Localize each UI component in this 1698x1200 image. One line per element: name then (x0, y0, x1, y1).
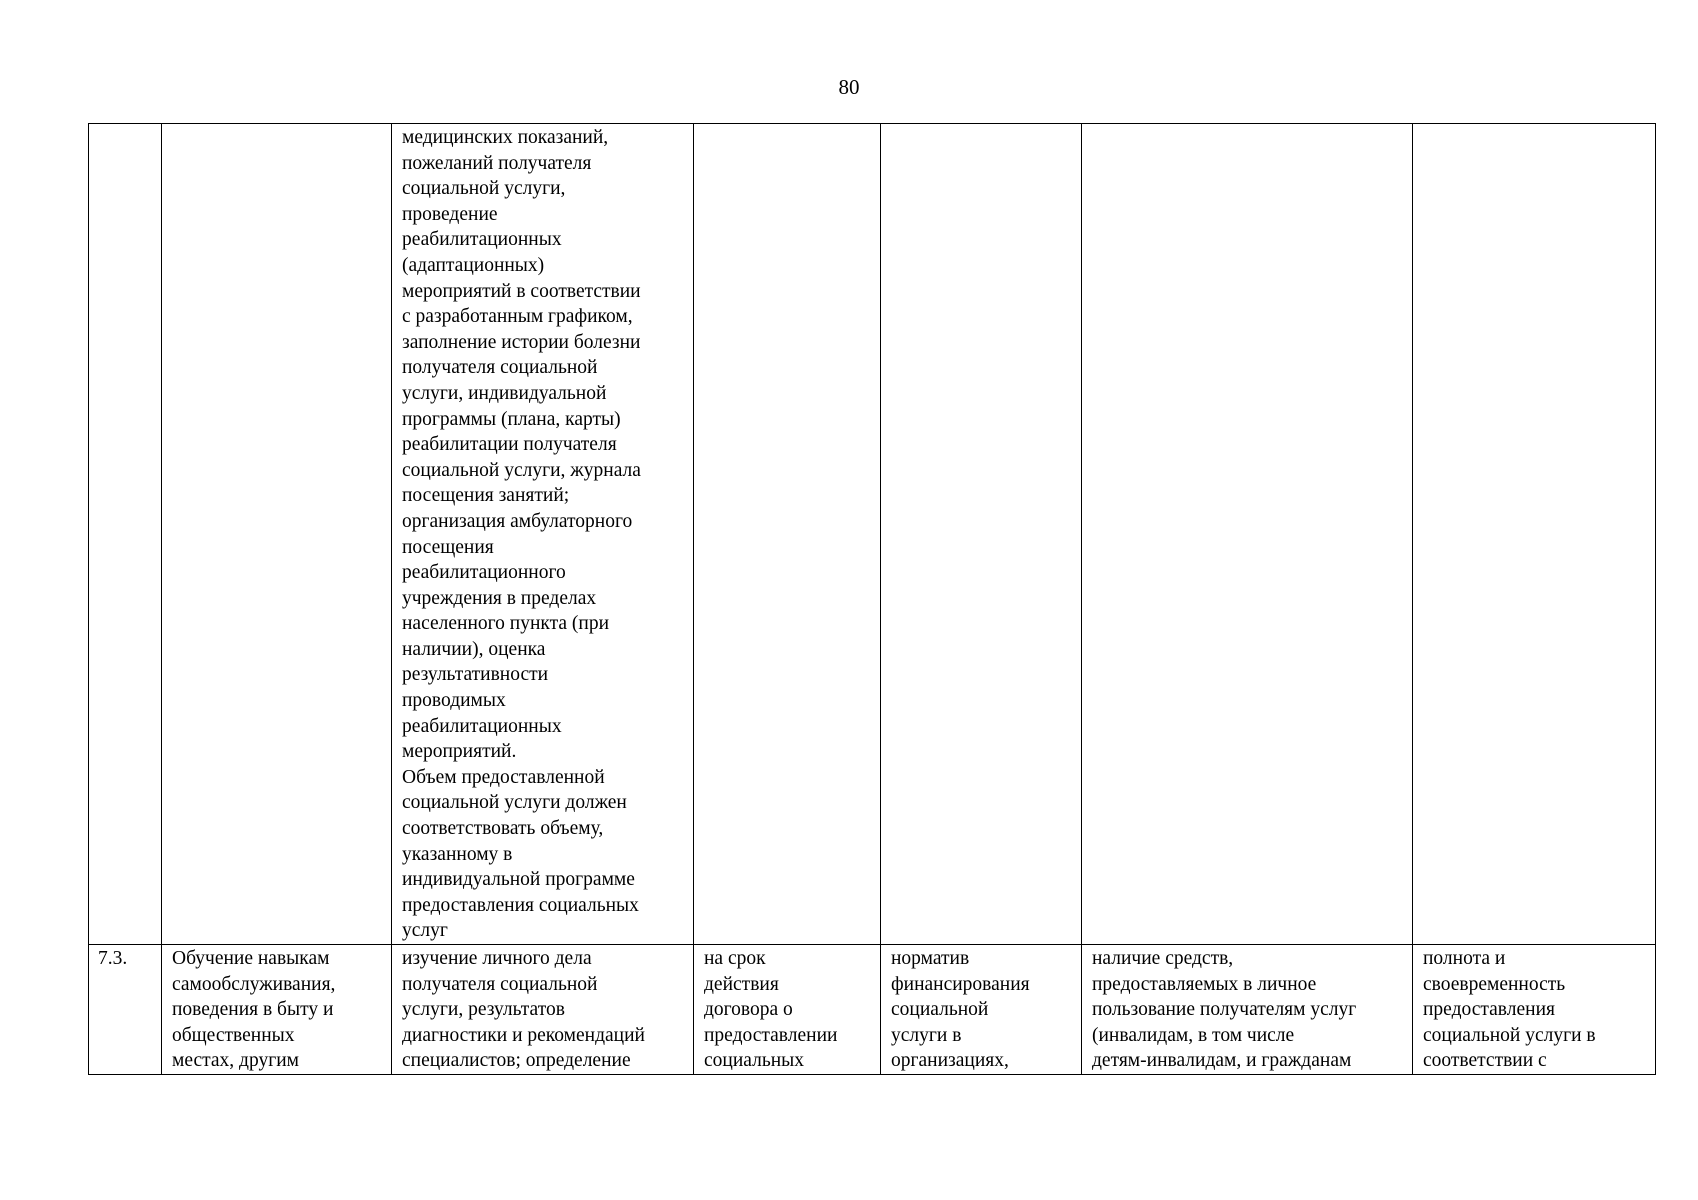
page-number: 80 (838, 75, 860, 99)
cell-evaluation-conditions: полнота и своевременность предоставления социальной услуги в соответствии с (1413, 945, 1656, 1075)
cell-service-description: медицинских показаний, пожеланий получателя социальной услуги, проведение реабилитационных (адаптационных) мероприятий в соответствии с разработанным графиком, заполнение истории болезни получателя социальной услуги, индивидуальной программы (плана, карты) реабилитации получателя социальной услуги, журнала посещения занятий; организация амбулаторного посещения реабилитационного учреждения в пределах населенного пункта (при наличии), оценка результативности проводимых реабилитационных мероприятий. Объем предоставленной социальной услуги должен соответствовать объему, указанному в индивидуальной программе предоставления социальных услуг (392, 124, 694, 945)
table-row-continuation (89, 124, 1656, 945)
table-row-7-3 (89, 945, 1656, 1075)
cell-financing-norm (881, 124, 1082, 945)
cell-service-term (694, 124, 881, 945)
cell-financing-norm: норматив финансирования социальной услуги в организациях, (881, 945, 1082, 1075)
cell-service-description: изучение личного дела получателя социальной услуги, результатов диагностики и рекомендаций специалистов; определение (392, 945, 694, 1075)
services-table (88, 123, 1656, 1075)
cell-service-name (162, 124, 392, 945)
cell-number (89, 124, 162, 945)
cell-quality-indicators (1082, 124, 1413, 945)
cell-service-name: Обучение навыкам самообслуживания, поведения в быту и общественных местах, другим (162, 945, 392, 1075)
cell-evaluation-conditions (1413, 124, 1656, 945)
cell-service-term: на срок действия договора о предоставлении социальных (694, 945, 881, 1075)
cell-number: 7.3. (89, 945, 162, 1075)
cell-quality-indicators: наличие средств, предоставляемых в личное пользование получателям услуг (инвалидам, в том числе детям-инвалидам, и гражданам (1082, 945, 1413, 1075)
